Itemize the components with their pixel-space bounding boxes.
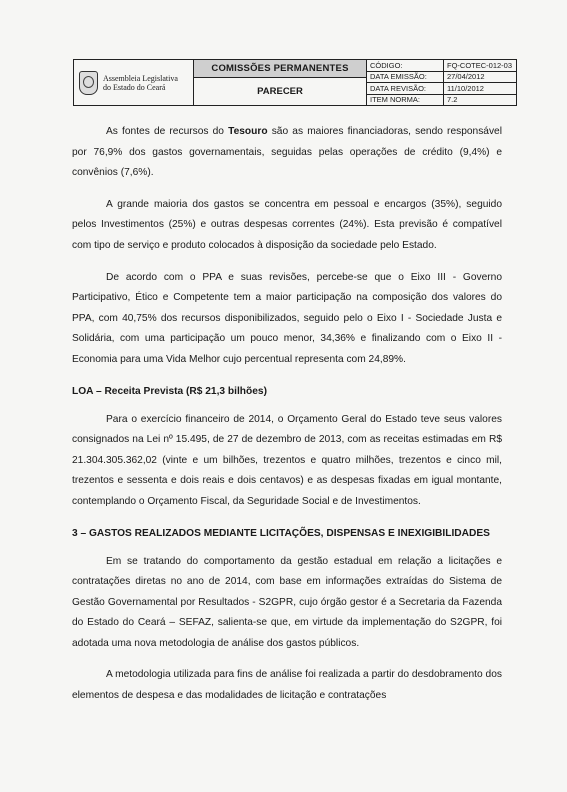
header-logo-cell	[74, 60, 194, 105]
metadata-label: DATA EMISSÃO:	[367, 72, 444, 83]
org-line-2: do Estado do Ceará	[103, 82, 166, 92]
document-body	[72, 122, 502, 718]
metadata-value: 27/04/2012	[447, 72, 485, 82]
state-seal-icon	[79, 71, 98, 95]
metadata-value: 7.2	[447, 95, 458, 105]
metadata-label: ITEM NORMA:	[367, 95, 444, 106]
organization-name	[103, 74, 178, 92]
header-title-cell	[194, 60, 367, 105]
paragraph-text: As fontes de recursos do	[106, 126, 229, 137]
org-line-1: Assembleia Legislativa	[103, 73, 178, 83]
paragraph-expense-breakdown: A grande maioria dos gastos se concentra em pessoal e encargos (35%), seguido pelos Investimentos (25%) e outras despesas correntes (24%). Esta previsão é compatível com tipo de serviço e produto colocados à disposição da sociedade pelo Estado.	[72, 198, 502, 251]
heading-section-3: 3 – GASTOS REALIZADOS MEDIANTE LICITAÇÕES, DISPENSAS E INEXIGIBILIDADES	[72, 527, 490, 539]
section-title: COMISSÕES PERMANENTES	[194, 60, 366, 78]
heading-loa: LOA – Receita Prevista (R$ 21,3 bilhões)	[72, 385, 267, 397]
metadata-label: CÓDIGO:	[367, 60, 444, 71]
document-header	[73, 59, 517, 106]
metadata-row	[367, 83, 516, 95]
metadata-label: DATA REVISÃO:	[367, 83, 444, 94]
paragraph-funding-sources	[72, 122, 502, 184]
paragraph-methodology: A metodologia utilizada para fins de análise foi realizada a partir do desdobramento dos elementos de despesa e das modalidades de licitação e contratações	[72, 669, 502, 702]
metadata-row	[367, 72, 516, 84]
paragraph-budget-2014: Para o exercício financeiro de 2014, o Orçamento Geral do Estado teve seus valores consignados na Lei nº 15.495, de 27 de dezembro de 2013, com as receitas estimadas em R$ 21.304.305.362,02 (vinte e um bilhões, trezentos e quatro milhões, trezentos e cinco mil, trezentos e sessenta e dois reais e dois centavos) e as despesas fixadas em igual montante, contemplando o Orçamento Fiscal, da Seguridade Social e de Investimentos.	[72, 413, 502, 507]
paragraph-ppa-axes: De acordo com o PPA e suas revisões, percebe-se que o Eixo III - Governo Participativo, Ético e Competente tem a maior participação na composição dos valores do PPA, com 40,75% dos recursos disponibilizados, seguido pelo o Eixo I - Sociedade Justa e Solidária, com uma participação um pouco menor, 34,36% e finalizando com o Eixo II - Economia para uma Vida Melhor cujo percentual representa com 24,89%.	[72, 271, 502, 365]
emphasis-text: Tesouro	[228, 126, 268, 137]
paragraph-procurement: Em se tratando do comportamento da gestão estadual em relação a licitações e contratações diretas no ano de 2014, com base em informações extraídas do Sistema de Gestão Governamental por Resultados - S2GPR, cujo órgão gestor é a Secretaria da Fazenda do Estado do Ceará – SEFAZ, salienta-se que, em virtude da implementação do S2GPR, foi adotada uma nova metodologia de análise dos gastos públicos.	[72, 555, 502, 649]
document-type: PARECER	[257, 86, 303, 97]
metadata-row	[367, 95, 516, 106]
metadata-value: 11/10/2012	[447, 83, 484, 93]
paragraph-text: são as maiores financiadoras, sendo responsável por 76,9% dos gastos governamentais, seguidas pelas operações de crédito (9,4%) e convênios (7,6%).	[72, 126, 502, 179]
metadata-row	[367, 60, 516, 72]
header-metadata-table	[367, 60, 516, 105]
metadata-value: FQ-COTEC-012-03	[447, 60, 513, 70]
